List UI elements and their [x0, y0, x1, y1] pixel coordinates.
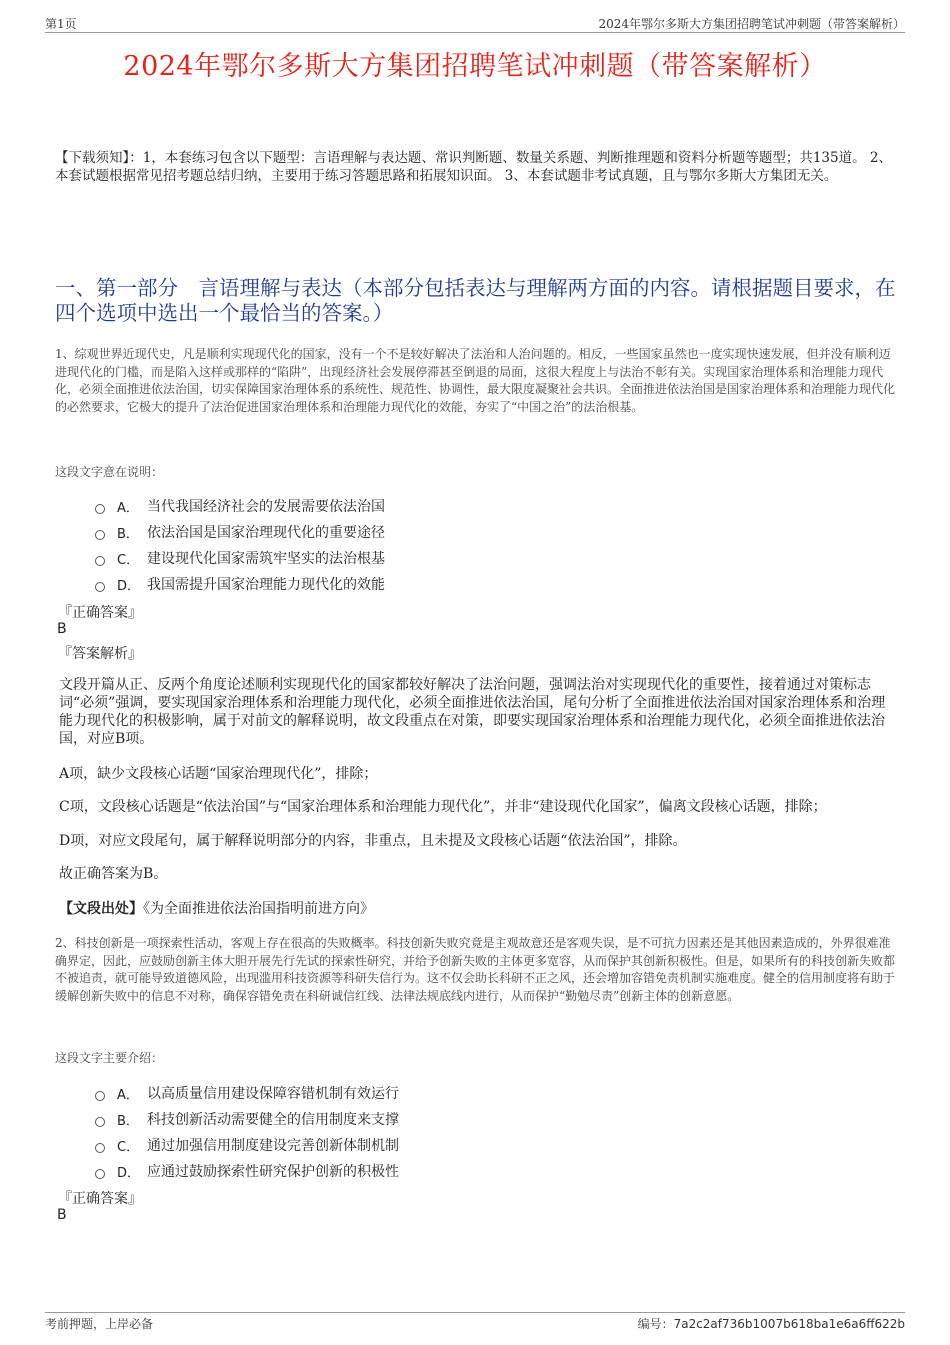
page-header: [45, 14, 905, 33]
page-number: 第1页: [45, 17, 77, 31]
q2-answer-value: B: [57, 1207, 67, 1223]
q1-option-b[interactable]: [95, 519, 695, 545]
q2-option-b[interactable]: [95, 1106, 695, 1132]
radio-icon[interactable]: [95, 1169, 105, 1179]
option-text: 建设现代化国家需筑牢坚实的法治根基: [147, 551, 385, 567]
option-letter: B．: [117, 526, 139, 542]
question-2-options: [95, 1080, 695, 1184]
option-text: 以高质量信用建设保障容错机制有效运行: [147, 1086, 399, 1102]
footer-slogan: 考前押题，上岸必备: [45, 1317, 154, 1331]
q1-option-a[interactable]: [95, 493, 695, 519]
radio-icon[interactable]: [95, 1117, 105, 1127]
document-title: 2024年鄂尔多斯大方集团招聘笔试冲刺题（带答案解析）: [123, 51, 827, 82]
source-label: 【文段出处】: [59, 901, 143, 917]
option-text: 通过加强信用制度建设完善创新体制机制: [147, 1138, 399, 1154]
option-letter: A．: [117, 500, 139, 516]
radio-icon[interactable]: [95, 504, 105, 514]
option-letter: C．: [117, 1139, 140, 1155]
q2-option-d[interactable]: [95, 1158, 695, 1184]
question-2-prompt: 这段文字主要介绍：: [55, 1051, 164, 1065]
q1-note-a: A项，缺少文段核心话题“国家治理现代化”，排除；: [59, 766, 378, 782]
q1-analysis-text: 文段开篇从正、反两个角度论述顺利实现现代化的国家都较好解决了法治问题，强调法治对实现现代化的重要性，接着通过对策标志词“必须”强调，要实现国家治理体系和治理能力现代化，必须全面推进依法治国，尾句分析了全面推进依法治国对国家治理体系和治理能力现代化的积极影响，属于对前文的解释说明，故文段重点在对策，即要实现国家治理体系和治理能力现代化，必须全面推进依法治国，对应B项。: [59, 677, 886, 747]
q1-answer-value: B: [57, 621, 67, 637]
option-text: 当代我国经济社会的发展需要依法治国: [147, 499, 385, 515]
q1-note-c: C项，文段核心话题是“依法治国”与“国家治理体系和治理能力现代化”，并非“建设现代化国家”，偏离文段核心话题，排除；: [59, 799, 827, 815]
code-value: 7a2c2af736b1007b618ba1e6a6ff622b: [673, 1317, 905, 1331]
question-1-prompt: 这段文字意在说明：: [55, 465, 164, 479]
option-text: 依法治国是国家治理现代化的重要途径: [147, 525, 385, 541]
download-notice: 【下载须知】：1，本套练习包含以下题型：言语理解与表达题、常识判断题、数量关系题、判断推理题和资料分析题等题型；共135道。 2、本套试题根据常见招考题总结归纳，主要用于练习答题思路和拓展知识面。 3、本套试题非考试真题，且与鄂尔多斯大方集团无关。: [55, 150, 892, 184]
q1-note-d: D项，对应文段尾句，属于解释说明部分的内容，非重点，且未提及文段核心话题“依法治国”，排除。: [59, 833, 687, 849]
question-2-stem: 2、科技创新是一项探索性活动，客观上存在很高的失败概率。科技创新失败究竟是主观故意还是客观失误，是不可抗力因素还是其他因素造成的，外界很难准确界定，因此，应鼓励创新主体大胆开展先行先试的探索性研究，并给予创新失败的主体更多宽容，从而保护其创新积极性。但是，如果所有的科技创新失败都不被追责，就可能导致道德风险，出现滥用科技资源等科研失信行为。这不仅会助长科研不正之风，还会增加容错免责机制实施难度。健全的信用制度将有助于缓解创新失败中的信息不对称，确保容错免责在科研诚信红线、法律法规底线内进行，从而保护“勤勉尽责”创新主体的创新意愿。: [55, 936, 896, 1003]
source-title: 《为全面推进依法治国指明前进方向》: [143, 901, 374, 917]
q1-option-d[interactable]: [95, 571, 695, 597]
header-doc-title: 2024年鄂尔多斯大方集团招聘笔试冲刺题（带答案解析）: [598, 17, 905, 31]
q1-conclusion: 故正确答案为B。: [59, 866, 168, 882]
option-letter: D．: [117, 1165, 141, 1181]
q1-answer-label: 『正确答案』: [58, 605, 142, 621]
q2-answer-label: 『正确答案』: [58, 1191, 142, 1207]
q1-option-c[interactable]: [95, 545, 695, 571]
radio-icon[interactable]: [95, 1143, 105, 1153]
option-letter: B．: [117, 1113, 139, 1129]
option-text: 应通过鼓励探索性研究保护创新的积极性: [147, 1164, 399, 1180]
page-footer: [45, 1312, 905, 1331]
option-text: 科技创新活动需要健全的信用制度来支撑: [147, 1112, 399, 1128]
option-text: 我国需提升国家治理能力现代化的效能: [147, 577, 385, 593]
q1-analysis-label: 『答案解析』: [58, 646, 142, 662]
footer-code: [638, 1315, 905, 1332]
section-heading: 一、第一部分 言语理解与表达（本部分包括表达与理解两方面的内容。请根据题目要求，在四个选项中选出一个最恰当的答案。）: [55, 276, 896, 325]
question-1-options: [95, 493, 695, 597]
q2-option-a[interactable]: [95, 1080, 695, 1106]
q2-option-c[interactable]: [95, 1132, 695, 1158]
radio-icon[interactable]: [95, 1091, 105, 1101]
option-letter: D．: [117, 578, 141, 594]
radio-icon[interactable]: [95, 556, 105, 566]
q1-source: [59, 900, 894, 918]
radio-icon[interactable]: [95, 582, 105, 592]
radio-icon[interactable]: [95, 530, 105, 540]
option-letter: C．: [117, 552, 140, 568]
code-label: 编号：: [637, 1317, 674, 1331]
option-letter: A．: [117, 1087, 139, 1103]
question-1-stem: 1、综观世界近现代史，凡是顺利实现现代化的国家，没有一个不是较好解决了法治和人治问题的。相反，一些国家虽然也一度实现快速发展，但并没有顺利迈进现代化的门槛，而是陷入这样或那样的“陷阱”，出现经济社会发展停滞甚至倒退的局面，这很大程度上与法治不彰有关。实现国家治理体系和治理能力现代化，必须全面推进依法治国，切实保障国家治理体系的系统性、规范性、协调性，最大限度凝聚社会共识。全面推进依法治国是国家治理体系和治理能力现代化的必然要求，它极大的提升了法治促进国家治理体系和治理能力现代化的效能，夯实了“中国之治”的法治根基。: [55, 347, 896, 414]
